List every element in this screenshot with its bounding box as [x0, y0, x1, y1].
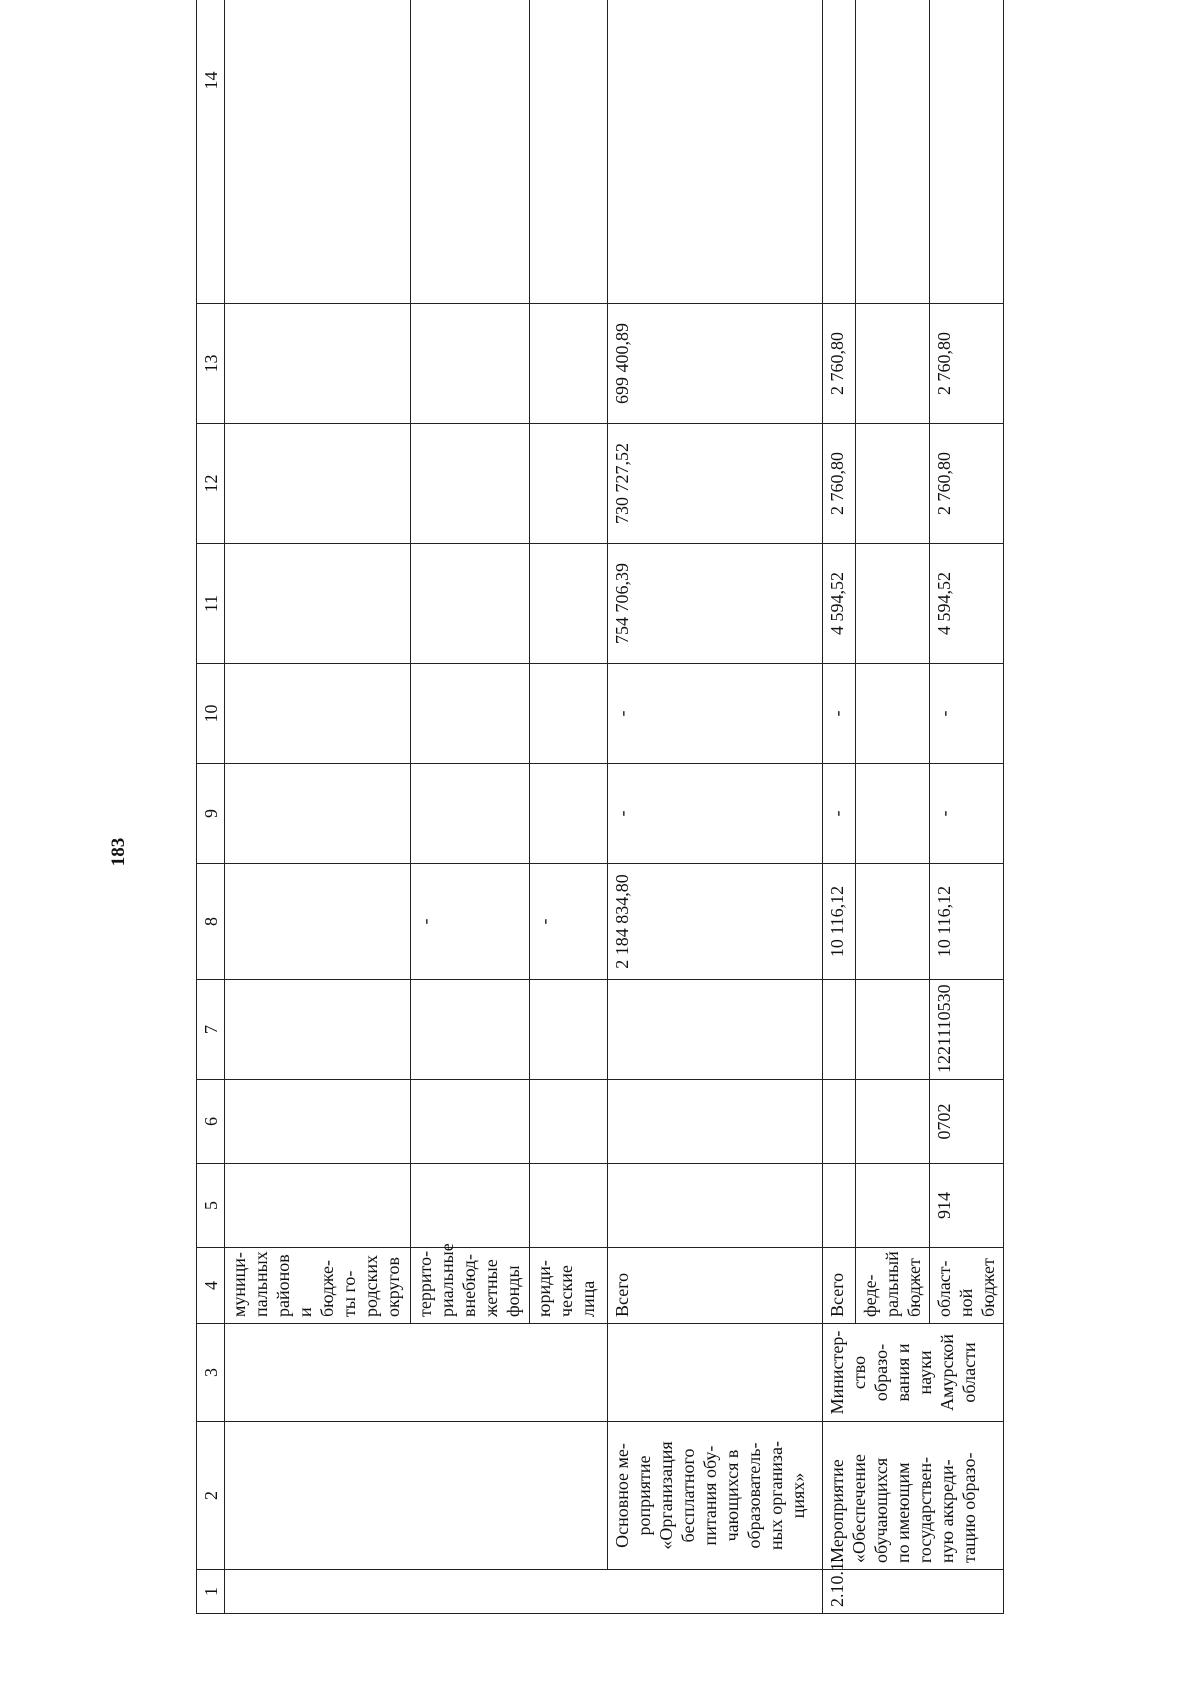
cell-name: Мероприятие «Обеспечение обучающихся по имеющим государствен- ную аккреди- тацию образо- — [823, 1422, 1004, 1570]
cell-source: юриди- ческие лица — [530, 1248, 607, 1324]
cell-grbs — [530, 1164, 607, 1248]
cell-value: 730 727,52 — [607, 424, 822, 544]
cell-value — [530, 544, 607, 664]
table-row — [823, 0, 856, 1614]
cell-csr — [855, 980, 929, 1080]
cell-value: - — [607, 764, 822, 864]
cell-value — [855, 304, 929, 424]
cell-value: 2 760,80 — [823, 424, 856, 544]
cell-source: Всего — [607, 1248, 822, 1324]
col-header: 8 — [197, 864, 225, 980]
cell-value — [225, 764, 411, 864]
cell-value — [411, 544, 530, 664]
cell-value — [225, 424, 411, 544]
cell-value: 4 594,52 — [929, 544, 1003, 664]
cell-value: - — [929, 764, 1003, 864]
cell-number: 2.10.1. — [823, 1570, 1004, 1614]
cell-csr — [823, 980, 856, 1080]
col-header: 6 — [197, 1080, 225, 1164]
cell-value: - — [607, 664, 822, 764]
cell-grbs: 914 — [929, 1164, 1003, 1248]
col-header: 2 — [197, 1422, 225, 1570]
cell-source: Всего — [823, 1248, 856, 1324]
cell-source: террито- риальные внебюд- жетные фонды — [411, 1248, 530, 1324]
cell-rzpr — [855, 1080, 929, 1164]
cell-grbs — [855, 1164, 929, 1248]
cell-value — [411, 764, 530, 864]
cell-name: Основное ме- роприятие «Организация бесплатного питания обу- чающихся в образователь- ных организа- циях» — [607, 1422, 822, 1570]
page-number: 183 — [108, 837, 129, 867]
cell-csr — [411, 980, 530, 1080]
cell-rzpr: 0702 — [929, 1080, 1003, 1164]
cell-number — [225, 1570, 823, 1614]
cell-rzpr — [411, 1080, 530, 1164]
cell-rzpr — [607, 1080, 822, 1164]
cell-value — [225, 0, 411, 304]
col-header: 10 — [197, 664, 225, 764]
cell-source: област- ной бюджет — [929, 1248, 1003, 1324]
cell-rzpr — [225, 1080, 411, 1164]
col-header: 13 — [197, 304, 225, 424]
col-header: 1 — [197, 1570, 225, 1614]
cell-name — [225, 1422, 607, 1570]
cell-value — [411, 424, 530, 544]
col-header: 9 — [197, 764, 225, 864]
cell-value — [530, 424, 607, 544]
cell-total: - — [530, 864, 607, 980]
col-header: 5 — [197, 1164, 225, 1248]
cell-value — [823, 0, 856, 304]
cell-grbs — [607, 1164, 822, 1248]
cell-total: - — [411, 864, 530, 980]
table-row — [607, 0, 822, 1614]
cell-total: 10 116,12 — [929, 864, 1003, 980]
cell-source: муници- пальных районов и бюдже- ты го- родских округов — [225, 1248, 411, 1324]
cell-value: 699 400,89 — [607, 304, 822, 424]
cell-total — [855, 864, 929, 980]
cell-value — [530, 304, 607, 424]
cell-value: 754 706,39 — [607, 544, 822, 664]
cell-value — [225, 304, 411, 424]
cell-value — [855, 424, 929, 544]
cell-value — [530, 664, 607, 764]
col-header: 3 — [197, 1324, 225, 1422]
cell-executor: Министер- ство образо- вания и науки Амурской области — [823, 1324, 1004, 1422]
col-header: 12 — [197, 424, 225, 544]
cell-csr — [530, 980, 607, 1080]
cell-csr: 1221110530 — [929, 980, 1003, 1080]
col-header: 7 — [197, 980, 225, 1080]
cell-executor — [607, 1324, 822, 1422]
cell-value — [225, 544, 411, 664]
cell-grbs — [225, 1164, 411, 1248]
cell-total: 2 184 834,80 — [607, 864, 822, 980]
table-frame — [196, 58, 1004, 1614]
cell-rzpr — [530, 1080, 607, 1164]
budget-table — [196, 0, 1004, 1614]
col-header: 4 — [197, 1248, 225, 1324]
cell-value — [855, 544, 929, 664]
cell-value: - — [929, 664, 1003, 764]
cell-value: 2 760,80 — [929, 424, 1003, 544]
cell-value: - — [823, 664, 856, 764]
cell-value — [530, 764, 607, 864]
cell-csr — [607, 980, 822, 1080]
cell-grbs — [411, 1164, 530, 1248]
cell-csr — [225, 980, 411, 1080]
cell-total — [225, 864, 411, 980]
cell-value — [855, 664, 929, 764]
cell-value — [855, 764, 929, 864]
cell-value: 2 760,80 — [823, 304, 856, 424]
cell-rzpr — [823, 1080, 856, 1164]
cell-executor — [225, 1324, 607, 1422]
cell-value: 4 594,52 — [823, 544, 856, 664]
cell-value — [411, 664, 530, 764]
col-header: 14 — [197, 0, 225, 304]
cell-value: - — [823, 764, 856, 864]
table-row — [225, 0, 411, 1614]
cell-value — [929, 0, 1003, 304]
cell-value: 2 760,80 — [929, 304, 1003, 424]
cell-grbs — [823, 1164, 856, 1248]
cell-total: 10 116,12 — [823, 864, 856, 980]
cell-value — [530, 0, 607, 304]
cell-value — [855, 0, 929, 304]
cell-source: феде- ральный бюджет — [855, 1248, 929, 1324]
cell-value — [411, 0, 530, 304]
col-header: 11 — [197, 544, 225, 664]
header-row — [197, 0, 225, 1614]
cell-value — [607, 0, 822, 304]
cell-value — [411, 304, 530, 424]
cell-value — [225, 664, 411, 764]
